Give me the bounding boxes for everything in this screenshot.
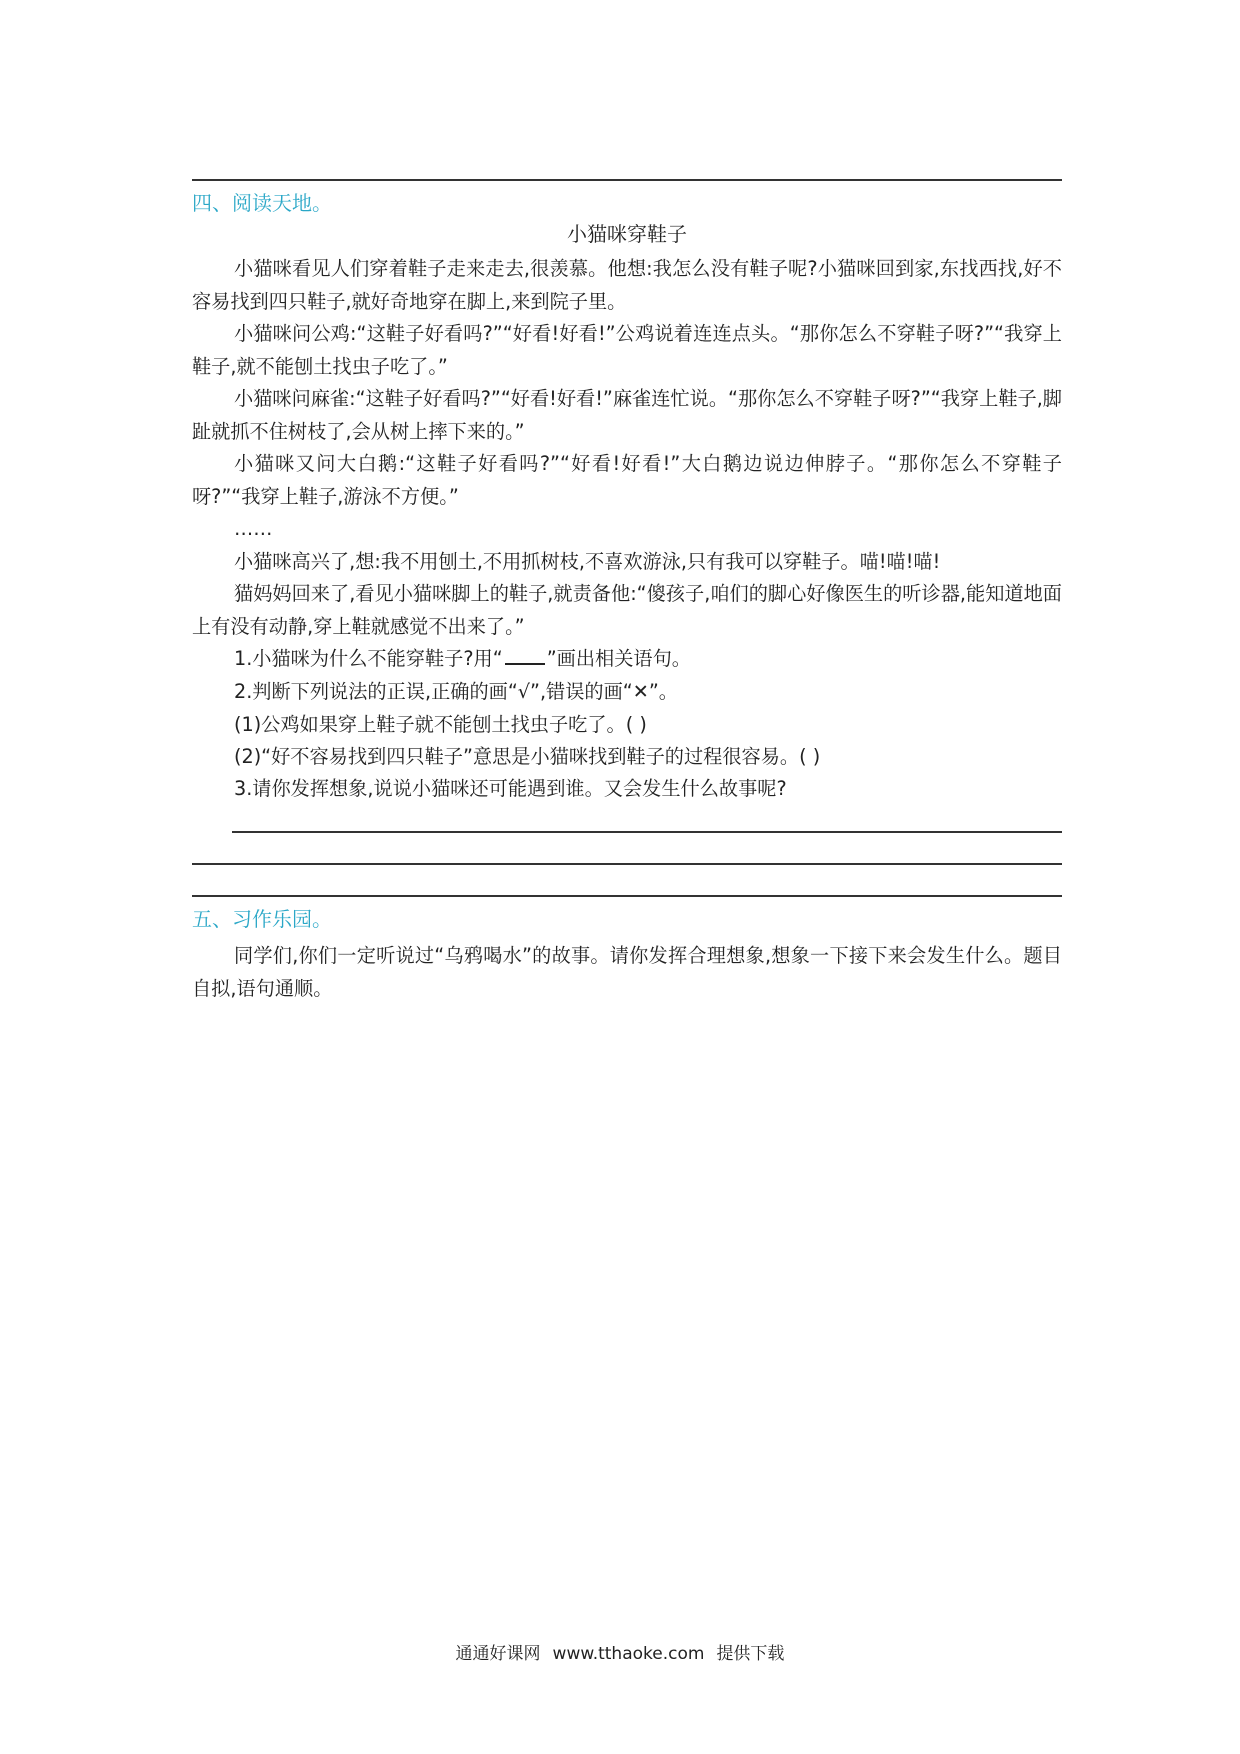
footer-suffix: 提供下载 bbox=[716, 1644, 785, 1664]
story-paragraph-4: 小猫咪又问大白鹅:“这鞋子好看吗?”“好看!好看!”大白鹅边说边伸脖子。“那你怎么不穿鞋子呀?”“我穿上鞋子,游泳不方便。” bbox=[192, 452, 1062, 508]
question-1-text-before: 1.小猫咪为什么不能穿鞋子?用“ bbox=[234, 647, 503, 670]
writing-prompt: 同学们,你们一定听说过“乌鸦喝水”的故事。请你发挥合理想象,想象一下接下来会发生什么。题目自拟,语句通顺。 bbox=[192, 944, 1062, 1000]
answer-line-1[interactable] bbox=[232, 831, 1062, 833]
question-1 bbox=[234, 643, 691, 675]
story-title: 小猫咪穿鞋子 bbox=[567, 222, 687, 246]
page-footer bbox=[0, 1641, 1240, 1667]
question-1-text-after: ”画出相关语句。 bbox=[546, 647, 691, 670]
question-2-item-2: (2)“好不容易找到四只鞋子”意思是小猫咪找到鞋子的过程很容易。( ) bbox=[234, 745, 821, 768]
top-divider bbox=[192, 179, 1062, 181]
story-paragraph-6: 猫妈妈回来了,看见小猫咪脚上的鞋子,就责备他:“傻孩子,咱们的脚心好像医生的听诊器,能知道地面上有没有动静,穿上鞋就感觉不出来了。” bbox=[192, 582, 1062, 638]
story-paragraph-2: 小猫咪问公鸡:“这鞋子好看吗?”“好看!好看!”公鸡说着连连点头。“那你怎么不穿鞋子呀?”“我穿上鞋子,就不能刨土找虫子吃了。” bbox=[192, 322, 1062, 378]
question-2: 2.判断下列说法的正误,正确的画“√”,错误的画“✕”。 bbox=[234, 680, 678, 703]
story-paragraph-1: 小猫咪看见人们穿着鞋子走来走去,很羡慕。他想:我怎么没有鞋子呢?小猫咪回到家,东找西找,好不容易找到四只鞋子,就好奇地穿在脚上,来到院子里。 bbox=[192, 257, 1062, 313]
footer-url: www.tthaoke.com bbox=[552, 1644, 705, 1664]
section5-heading: 五、习作乐园。 bbox=[192, 907, 332, 931]
question-3: 3.请你发挥想象,说说小猫咪还可能遇到谁。又会发生什么故事呢? bbox=[234, 777, 787, 800]
story-paragraph-5: 小猫咪高兴了,想:我不用刨土,不用抓树枝,不喜欢游泳,只有我可以穿鞋子。喵!喵!喵! bbox=[234, 550, 941, 573]
section4-heading: 四、阅读天地。 bbox=[192, 191, 332, 215]
footer-site-name: 通通好课网 bbox=[455, 1644, 541, 1664]
story-paragraph-3: 小猫咪问麻雀:“这鞋子好看吗?”“好看!好看!”麻雀连忙说。“那你怎么不穿鞋子呀?”“我穿上鞋子,脚趾就抓不住树枝了,会从树上摔下来的。” bbox=[192, 387, 1062, 443]
question-2-item-1: (1)公鸡如果穿上鞋子就不能刨土找虫子吃了。( ) bbox=[234, 713, 647, 736]
answer-line-2[interactable] bbox=[192, 863, 1062, 865]
section5-divider bbox=[192, 895, 1062, 897]
underline-blank bbox=[505, 645, 545, 665]
story-ellipsis: …… bbox=[234, 517, 273, 540]
